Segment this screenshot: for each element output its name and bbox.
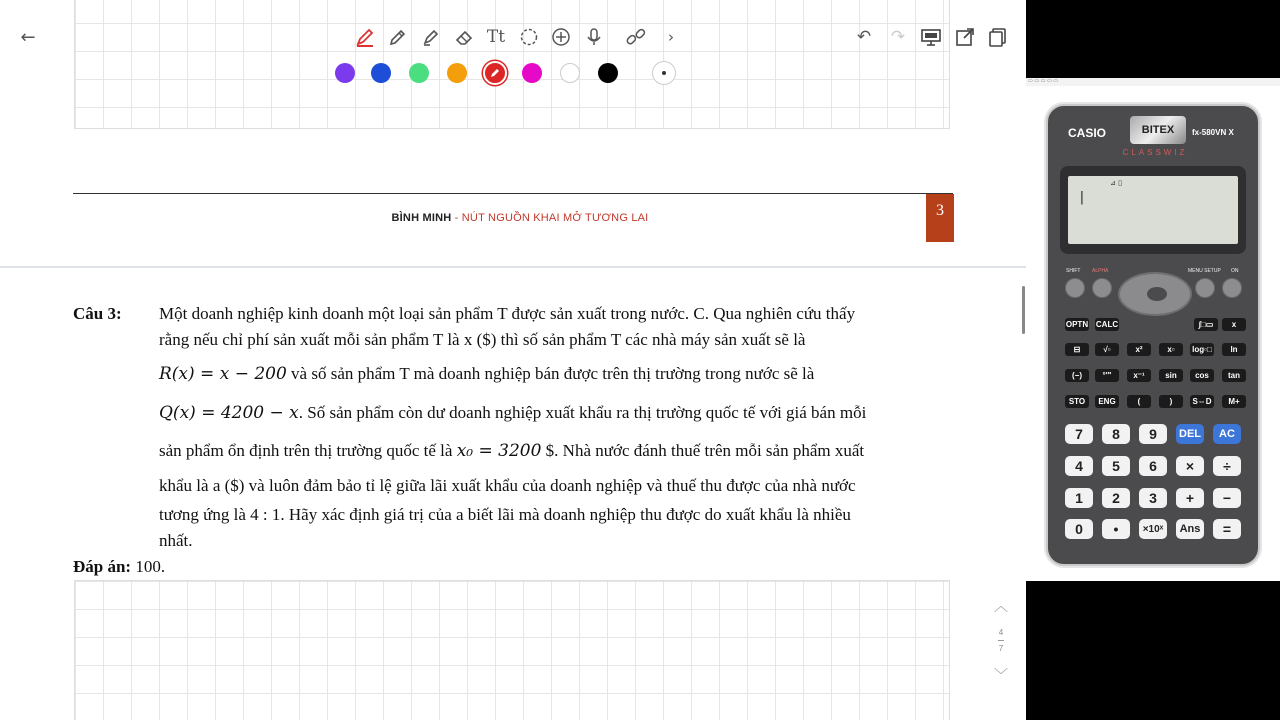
text-tool-icon[interactable]: Tt [486, 27, 506, 47]
total-pages: 7 [998, 644, 1004, 653]
pen-icon[interactable] [352, 24, 378, 50]
inverse-key[interactable]: x⁻¹ [1127, 369, 1151, 382]
footer-brand: BÌNH MINH [391, 212, 452, 224]
on-key[interactable] [1222, 278, 1242, 298]
negative-key[interactable]: (−) [1065, 369, 1089, 382]
highlighter-icon[interactable] [418, 24, 444, 50]
page-separator [0, 266, 1026, 268]
key-7[interactable]: 7 [1065, 424, 1093, 444]
key-0[interactable]: 0 [1065, 519, 1093, 539]
arrow-left-icon[interactable]: ← [20, 26, 36, 48]
grid-paper-bottom [74, 580, 950, 720]
sin-key[interactable]: sin [1159, 369, 1183, 382]
ln-key[interactable]: ln [1222, 343, 1246, 356]
formula-r: R(x) = x − 200 [159, 364, 287, 384]
key-4[interactable]: 4 [1065, 456, 1093, 476]
footer-slogan [0, 212, 1026, 224]
multiply-key[interactable]: × [1176, 456, 1204, 476]
key-6[interactable]: 6 [1139, 456, 1167, 476]
present-icon[interactable] [918, 24, 944, 50]
link-icon[interactable] [623, 24, 649, 50]
shift-key[interactable] [1065, 278, 1085, 298]
color-swatch-green[interactable] [409, 63, 429, 83]
question-line-3 [159, 364, 814, 384]
answer-label: Đáp án: [73, 557, 132, 576]
key-3[interactable]: 3 [1139, 488, 1167, 508]
export-icon[interactable] [952, 24, 978, 50]
key-8[interactable]: 8 [1102, 424, 1130, 444]
close-paren-key[interactable]: ) [1159, 395, 1183, 408]
label-alpha: ALPHA [1092, 268, 1109, 274]
calculator-emulator-window [1026, 78, 1280, 581]
question-label: Câu 3: [73, 304, 122, 323]
emulator-titlebar: ▭ ▭ ▭ ▭ ▭ [1026, 78, 1280, 86]
label-menu-setup: MENU SETUP [1188, 268, 1221, 274]
pencil-icon[interactable] [385, 24, 411, 50]
footer-tagline: NÚT NGUỒN KHAI MỞ TƯƠNG LAI [461, 212, 649, 224]
sqrt-key[interactable]: √▫ [1095, 343, 1119, 356]
calculator-model: fx-580VN X [1192, 128, 1234, 137]
page-navigator [990, 596, 1012, 688]
calc-key[interactable]: CALC [1095, 320, 1119, 329]
formula-x0: x₀ = 3200 [456, 441, 542, 461]
page-number-badge: 3 [926, 194, 954, 242]
pager-divider [998, 640, 1004, 641]
color-swatch-magenta[interactable] [522, 63, 542, 83]
ans-key[interactable]: Ans [1176, 519, 1204, 539]
answer-line [73, 557, 165, 577]
key-2[interactable]: 2 [1102, 488, 1130, 508]
optn-key[interactable]: OPTN [1065, 320, 1089, 329]
chevron-up-icon[interactable]: ︿ [994, 598, 1008, 614]
question-line-3-text: và số sản phẩm T mà doanh nghiệp bán được trên thị trường trong nước sẽ là [286, 364, 815, 383]
tan-key[interactable]: tan [1222, 369, 1246, 382]
color-swatch-black[interactable] [598, 63, 618, 83]
display-indicator: ⊿ ▯ [1110, 179, 1122, 187]
degree-key[interactable]: °'" [1095, 369, 1119, 382]
undo-icon[interactable]: ↶ [856, 27, 872, 47]
dpad-center [1147, 287, 1167, 301]
calculator-brand: CASIO [1068, 126, 1107, 140]
footer-separator: - [451, 212, 462, 224]
chevron-right-icon[interactable]: › [668, 28, 674, 46]
integral-key[interactable]: ∫□▭ [1194, 318, 1218, 331]
color-swatch-purple[interactable] [335, 63, 355, 83]
stroke-size-icon[interactable] [652, 61, 676, 85]
lasso-icon[interactable] [516, 24, 542, 50]
variable-x-key[interactable]: x [1222, 318, 1246, 331]
alpha-key[interactable] [1092, 278, 1112, 298]
formula-q: Q(x) = 4200 − x [159, 403, 299, 423]
direction-pad[interactable] [1118, 272, 1192, 316]
s-d-key[interactable]: S⇔D [1190, 395, 1214, 408]
minus-key[interactable]: − [1213, 488, 1241, 508]
label-on: ON [1231, 268, 1239, 274]
divide-key[interactable]: ÷ [1213, 456, 1241, 476]
square-key[interactable]: x² [1127, 343, 1151, 356]
display-cursor: | [1078, 190, 1086, 205]
microphone-icon[interactable] [581, 24, 607, 50]
question-line-5-tail: $. Nhà nước đánh thuế trên mỗi sản phẩm xuất [541, 441, 865, 460]
plus-key[interactable]: + [1176, 488, 1204, 508]
log-base-key[interactable]: log▫□ [1190, 343, 1214, 356]
fraction-key[interactable]: ⊟ [1065, 343, 1089, 356]
chevron-down-icon[interactable]: ﹀ [994, 667, 1008, 683]
sto-key[interactable]: STO [1065, 395, 1089, 408]
answer-value: 100. [131, 557, 166, 576]
del-key[interactable]: DEL [1176, 424, 1204, 444]
calculator-display [1068, 176, 1238, 244]
eng-key[interactable]: ENG [1095, 395, 1119, 408]
copy-icon[interactable] [985, 24, 1011, 50]
key-9[interactable]: 9 [1139, 424, 1167, 444]
question-line-1: Một doanh nghiệp kinh doanh một loại sản phẩm T được sản xuất trong nước. C. Qua nghiên cứu thấy [159, 304, 856, 323]
open-paren-key[interactable]: ( [1127, 395, 1151, 408]
add-shape-icon[interactable] [548, 24, 574, 50]
redo-icon[interactable]: ↷ [890, 27, 906, 47]
color-swatch-white[interactable] [560, 63, 580, 83]
question-line-5-text: sản phẩm ổn định trên thị trường quốc tế là [159, 441, 457, 460]
ac-key[interactable]: AC [1213, 424, 1241, 444]
power-key[interactable]: x▫ [1159, 343, 1183, 356]
color-swatch-orange[interactable] [447, 63, 467, 83]
question-line-2: rằng nếu chỉ phí sản xuất mỗi sản phẩm T là x ($) thì số sản phẩm T các nhà máy sản xuất sẽ là [159, 330, 806, 349]
calculator-body [1046, 104, 1260, 566]
label-shift: SHIFT [1066, 268, 1081, 274]
question-line-4 [159, 403, 866, 423]
scrollbar-thumb[interactable] [1022, 286, 1025, 334]
equals-key[interactable]: = [1213, 519, 1241, 539]
annotation-toolbar [0, 0, 1026, 96]
key-5[interactable]: 5 [1102, 456, 1130, 476]
m-plus-key[interactable]: M+ [1222, 395, 1246, 408]
question-line-6: khẩu là a ($) và luôn đảm bảo tỉ lệ giữa lãi xuất khẩu của doanh nghiệp và thuế thu được của nhà nước [159, 476, 856, 495]
calculator-logo: BITEX [1130, 116, 1186, 144]
menu-key[interactable] [1195, 278, 1215, 298]
color-swatch-blue[interactable] [371, 63, 391, 83]
question-line-5 [159, 441, 864, 461]
color-swatch-red-selected[interactable] [483, 61, 507, 85]
question-line-7: tương ứng là 4 : 1. Hãy xác định giá trị của a biết lãi mà doanh nghiệp thu được do xuất khẩu là nhiều [159, 505, 851, 524]
eraser-icon[interactable] [451, 24, 477, 50]
current-page: 4 [998, 628, 1004, 637]
question-line-8: nhất. [159, 531, 193, 550]
calculator-series: CLASSWIZ [1122, 148, 1188, 157]
decimal-key[interactable]: • [1102, 519, 1130, 539]
exp10-key[interactable]: ×10ˣ [1139, 519, 1167, 539]
key-1[interactable]: 1 [1065, 488, 1093, 508]
footer-divider [73, 193, 953, 194]
cos-key[interactable]: cos [1190, 369, 1214, 382]
question-line-4-text: . Số sản phẩm còn dư doanh nghiệp xuất khẩu ra thị trường quốc tế với giá bán mỗi [298, 403, 867, 422]
